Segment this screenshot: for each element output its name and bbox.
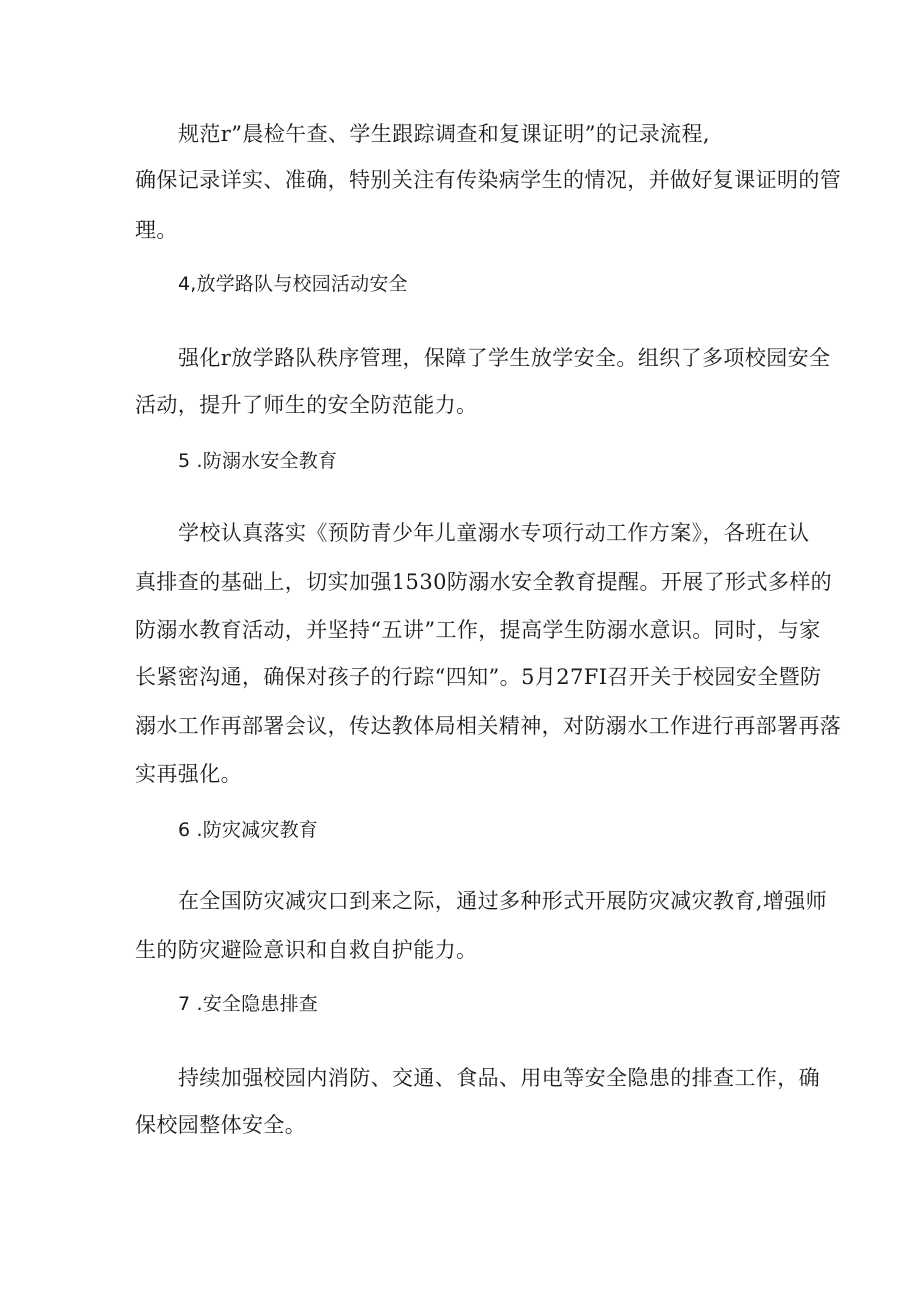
paragraph-line: 持续加强校园内消防、交通、食品、用电等安全隐患的排查工作，确 [178, 1066, 820, 1090]
paragraph-line: 理。 [135, 218, 178, 242]
paragraph-line: 强化r放学路队秩序管理，保障了学生放学安全。组织了多项校园安全 [178, 346, 831, 370]
section-heading: 6 .防灾减灾教育 [178, 819, 318, 841]
paragraph-line: 学校认真落实《预防青少年儿童溺水专项行动工作方案》，各班在认 [178, 521, 810, 545]
paragraph-line: 防溺水教育活动，并坚持“五讲”工作，提高学生防溺水意识。同时，与家 [135, 618, 821, 642]
paragraph-line: 长紧密沟通，确保对孩子的行踪“四知”。5月27FI召开关于校园安全暨防 [135, 665, 822, 689]
section-heading: 5 .防溺水安全教育 [178, 450, 338, 472]
paragraph-line: 溺水工作再部署会议，传达教体局相关精神，对防溺水工作进行再部署再落 [135, 714, 842, 738]
paragraph-line: 生的防灾避险意识和自救自护能力。 [135, 938, 478, 962]
paragraph-line: 规范r”晨检午查、学生跟踪调查和复课证明”的记录流程, [178, 122, 710, 146]
paragraph-line: 活动，提升了师生的安全防范能力。 [135, 393, 478, 417]
paragraph-line: 实再强化。 [135, 762, 242, 786]
paragraph-line: 在全国防灾减灾口到来之际，通过多种形式开展防灾减灾教育,增强师 [178, 889, 828, 913]
paragraph-line: 真排查的基础上，切实加强1530防溺水安全教育提醒。开展了形式多样的 [135, 570, 833, 594]
section-heading: 7 .安全隐患排查 [178, 993, 318, 1015]
paragraph-line: 确保记录详实、准确，特别关注有传染病学生的情况，并做好复课证明的管 [135, 168, 842, 192]
section-heading: 4,放学路队与校园活动安全 [178, 273, 408, 295]
paragraph-line: 保校园整体安全。 [135, 1113, 307, 1137]
